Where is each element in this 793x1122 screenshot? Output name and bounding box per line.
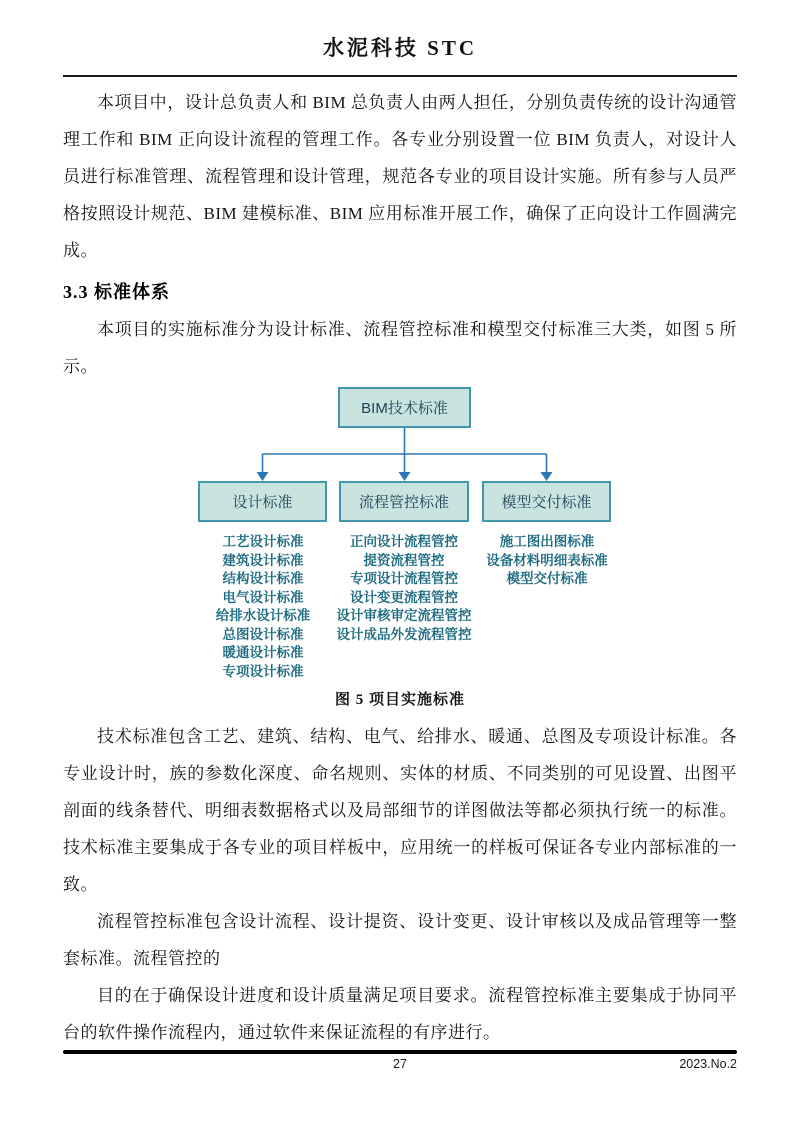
list-item: 给排水设计标准 [215,608,311,623]
arrow-down-icon [541,472,553,481]
list-item: 设计成品外发流程管控 [336,626,472,642]
section-heading: 3.3 标准体系 [63,282,170,302]
page-header [63,0,737,77]
list-item: 暖通设计标准 [222,645,304,660]
list-item: 设备材料明细表标准 [486,552,608,568]
paragraph-3: 技术标准包含工艺、建筑、结构、电气、给排水、暖通、总图及专项设计标准。各专业设计时，族的参数化深度、命名规则、实体的材质、不同类别的可见设置、出图平剖面的线条替代、明细表数据格式以及局部细节的详图做法等都必须执行统一的标准。技术标准主要集成于各专业的项目样板中，应用统一的样板可保证各专业内部标准的一致。 [63,727,737,894]
diagram-branch-design-standards: 设计标准 [198,481,327,522]
header-rule [63,75,737,77]
list-item: 正向设计流程管控 [350,534,458,549]
list-item: 专项设计流程管控 [350,571,458,586]
figure-caption: 图 5 项目实施标准 [334,692,465,708]
paragraph-4: 流程管控标准包含设计流程、设计提资、设计变更、设计审核以及成品管理等一整套标准。流程管控的 [63,912,737,968]
standards-diagram [63,387,737,683]
diagram-branch-process-control-standards: 流程管控标准 [339,481,469,522]
list-item: 设计审核审定流程管控 [336,608,472,623]
list-item: 专项设计标准 [222,663,304,679]
footer-rule [63,1050,737,1054]
list-item: 工艺设计标准 [222,534,304,549]
list-item: 结构设计标准 [222,571,304,586]
list-item: 总图设计标准 [222,626,304,642]
list-item: 模型交付标准 [506,571,588,586]
footer-row [63,1057,737,1071]
paragraph-2: 本项目的实施标准分为设计标准、流程管控标准和模型交付标准三大类，如图 5 所示。 [63,320,737,376]
list-item: 电气设计标准 [222,589,304,605]
list-item: 施工图出图标准 [499,534,595,549]
list-item: 提资流程管控 [363,552,445,568]
diagram-root-node: BIM技术标准 [338,387,471,428]
model-delivery-standards-list [447,533,647,589]
paragraph-1: 本项目中，设计总负责人和 BIM 总负责人由两人担任，分别负责传统的设计沟通管理工作和 BIM 正向设计流程的管理工作。各专业分别设置一位 BIM 负责人，对设计人员进行标准管理、流程管理和设计管理，规范各专业的项目设计实施。所有参与人员严格按照设计规范、BIM 建模标准、BIM 应用标准开展工作，确保了正向设计工作圆满完成。 [63,93,737,260]
page-number: 27 [393,1056,407,1071]
journal-title: 水泥科技 STC [322,36,478,60]
list-item: 建筑设计标准 [222,552,304,568]
page-footer [63,1050,737,1071]
paragraph-5: 目的在于确保设计进度和设计质量满足项目要求。流程管控标准主要集成于协同平台的软件操作流程内，通过软件来保证流程的有序进行。 [63,986,737,1042]
arrow-down-icon [257,472,269,481]
issue-number: 2023.No.2 [679,1056,737,1071]
arrow-down-icon [399,472,411,481]
list-item: 设计变更流程管控 [350,589,458,605]
diagram-branch-model-delivery-standards: 模型交付标准 [482,481,611,522]
